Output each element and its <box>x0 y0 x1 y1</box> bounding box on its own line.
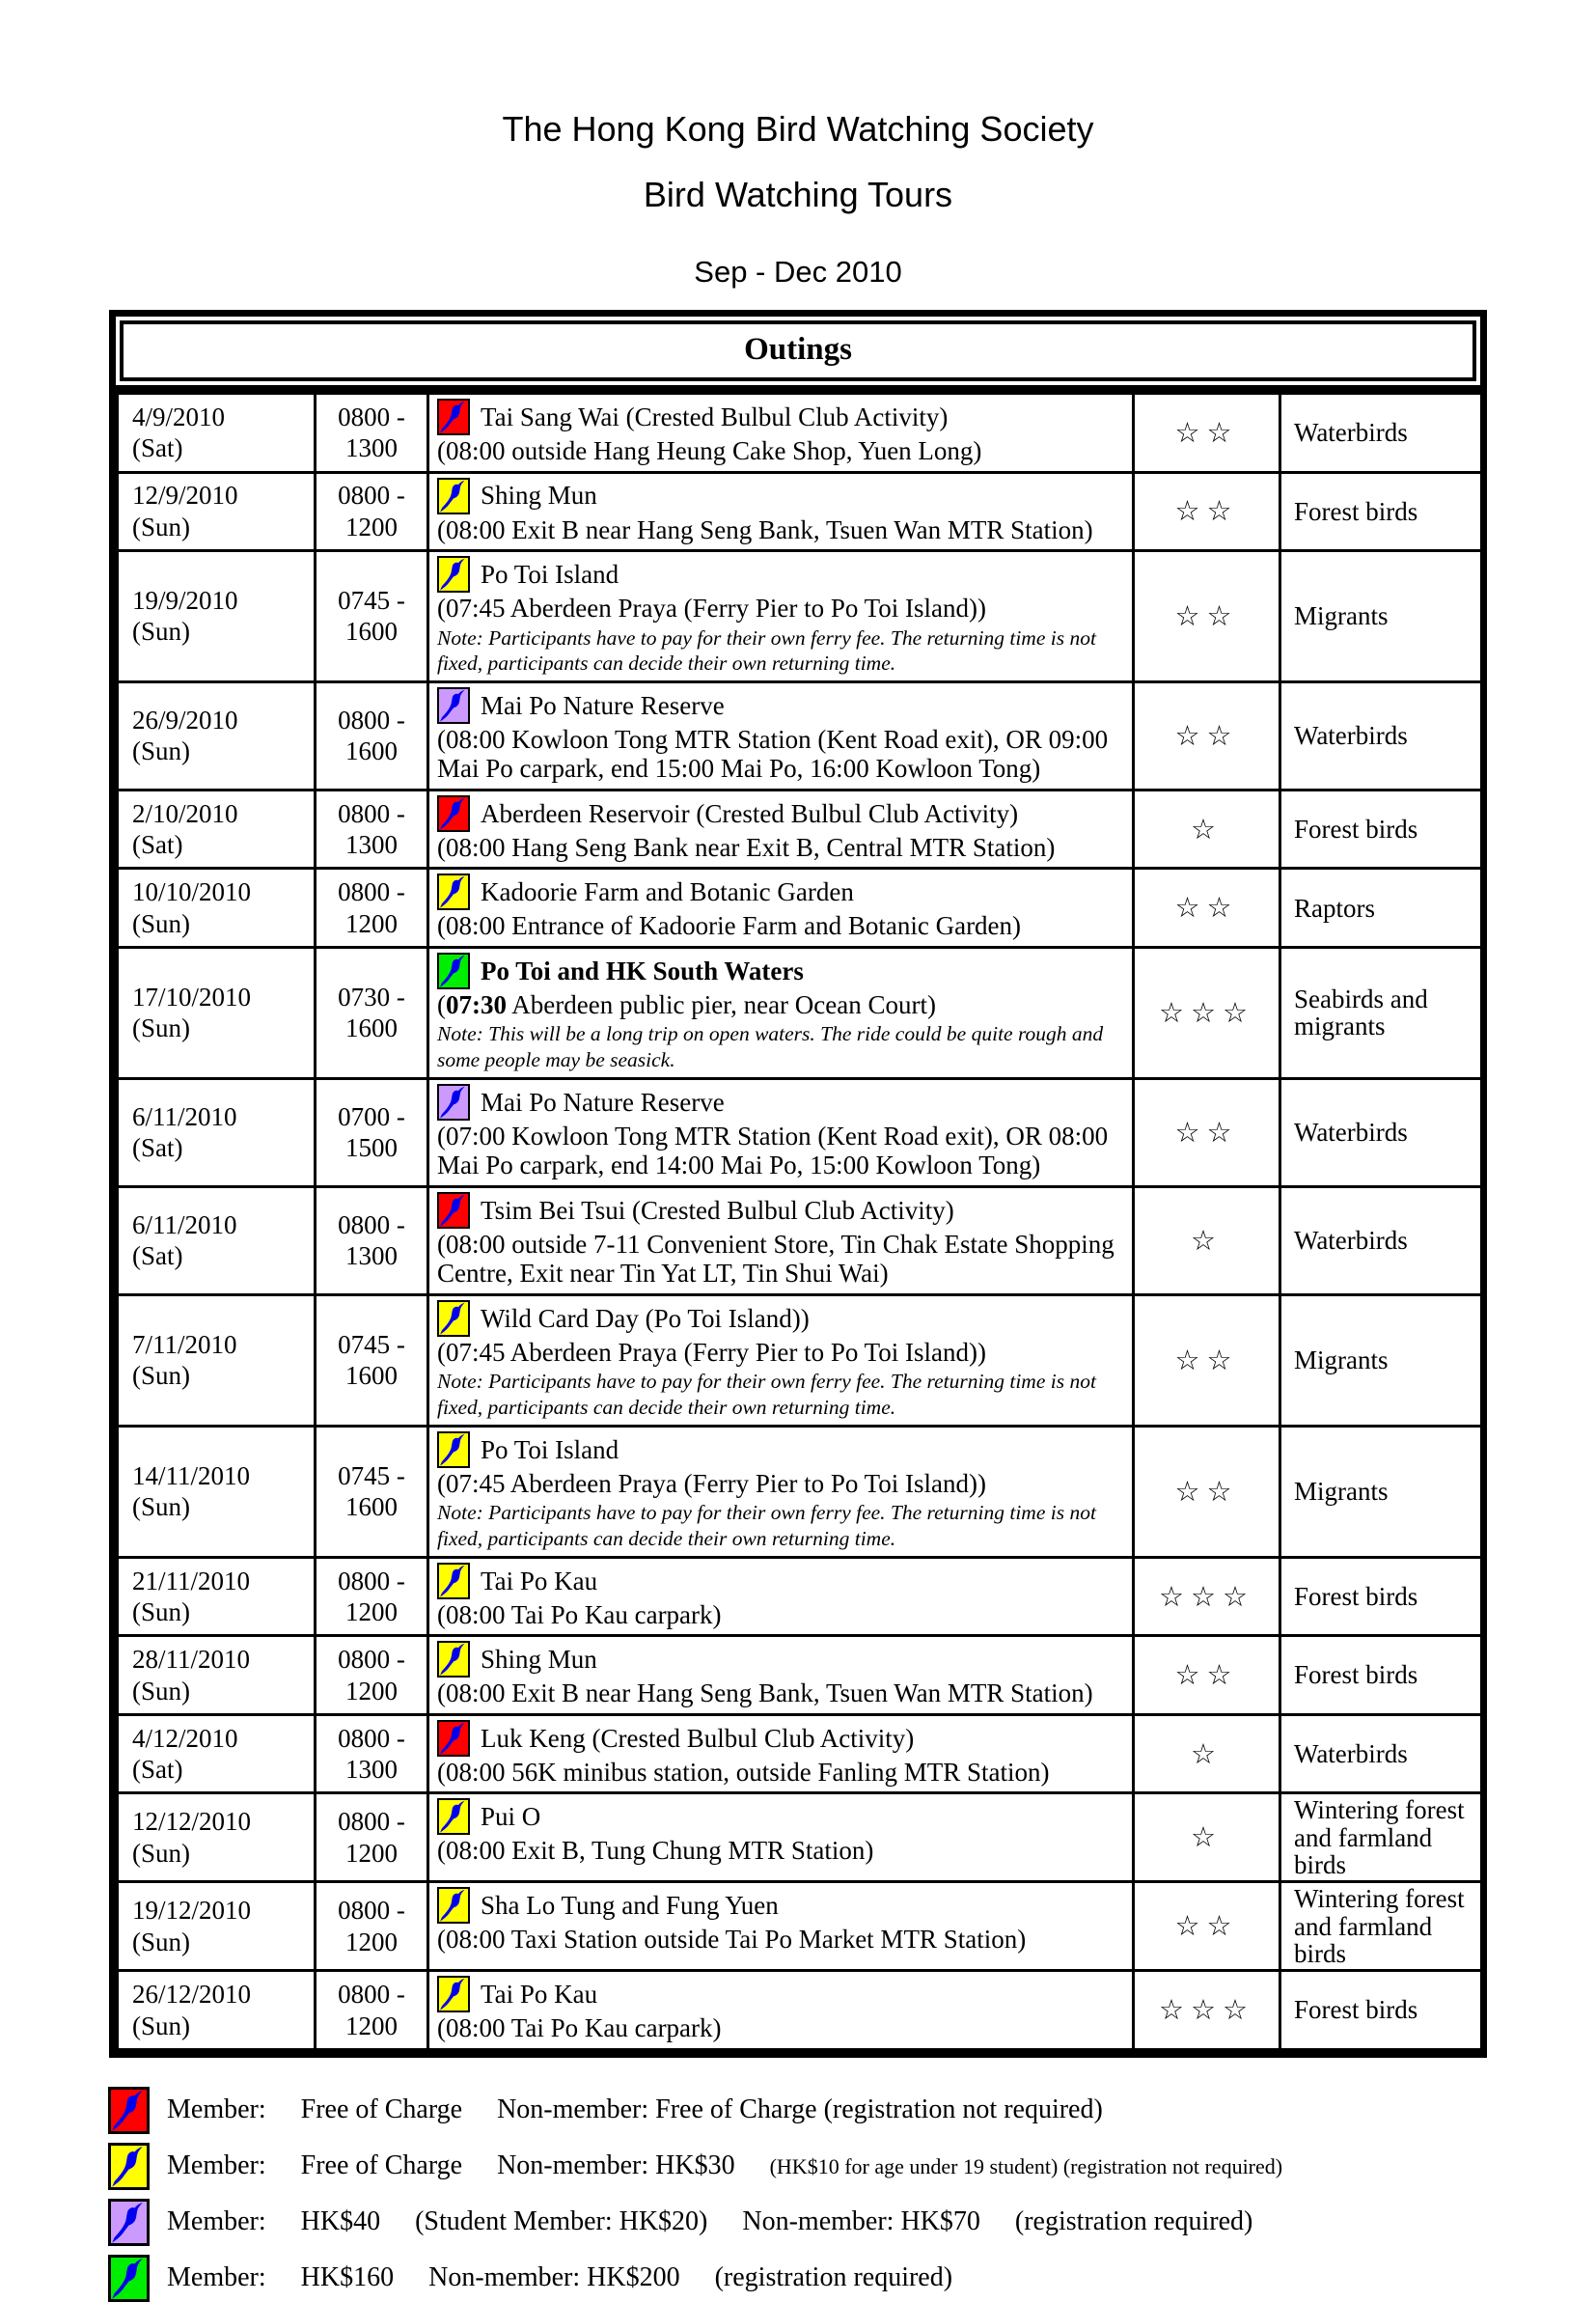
tour-date <box>118 1882 316 1971</box>
tour-description <box>428 1793 1134 1882</box>
target-birds: Waterbirds <box>1280 1186 1482 1294</box>
tour-day-of-week: (Sat) <box>132 1241 183 1271</box>
difficulty-stars: ☆☆ <box>1134 1426 1280 1557</box>
tour-start-time: 0800 - <box>338 706 405 735</box>
tour-time <box>316 1557 428 1636</box>
tour-title: Luk Keng (Crested Bulbul Club Activity) <box>481 1723 915 1753</box>
table-row <box>118 1426 1482 1557</box>
tour-end-time: 1600 <box>345 1013 398 1043</box>
tour-date <box>118 869 316 948</box>
tour-description <box>428 1557 1134 1636</box>
difficulty-stars: ☆☆ <box>1134 681 1280 790</box>
tour-end-time: 1200 <box>345 2011 398 2040</box>
target-birds: Seabirds and migrants <box>1280 947 1482 1078</box>
fee-category-bird-icon <box>437 874 470 910</box>
tour-title: Tai Sang Wai (Crested Bulbul Club Activity) <box>481 402 949 431</box>
tour-day-of-week: (Sun) <box>132 1361 190 1391</box>
difficulty-stars: ☆☆ <box>1134 869 1280 948</box>
tour-description <box>428 1186 1134 1294</box>
tour-date <box>118 1557 316 1636</box>
tour-description <box>428 1426 1134 1557</box>
tour-location: (08:00 Exit B near Hang Seng Bank, Tsuen Wan MTR Station) <box>437 514 1093 544</box>
target-birds: Waterbirds <box>1280 1078 1482 1186</box>
tour-date-value: 6/11/2010 <box>132 1209 237 1239</box>
tour-description <box>428 790 1134 869</box>
table-row <box>118 1294 1482 1426</box>
tour-date-value: 4/12/2010 <box>132 1723 238 1753</box>
tour-date-value: 21/11/2010 <box>132 1566 251 1595</box>
tour-time <box>316 1793 428 1882</box>
tour-location: (08:00 Kowloon Tong MTR Station (Kent Road exit), OR 09:00 Mai Po carpark, end 15:00 Mai Po, 16:00 Kowloon Tong) <box>437 724 1109 784</box>
tour-note: Note: This will be a long trip on open waters. The ride could be quite rough and some people may be seasick. <box>437 1022 1104 1071</box>
tour-date-value: 26/12/2010 <box>132 1980 252 2010</box>
difficulty-stars: ☆ <box>1134 1793 1280 1882</box>
outings-header <box>116 317 1480 392</box>
tour-start-time: 0800 - <box>338 1566 405 1595</box>
fee-category-bird-icon <box>437 1887 470 1924</box>
tour-start-time: 0800 - <box>338 1807 405 1837</box>
fee-category-bird-icon <box>437 1720 470 1757</box>
tour-title: Wild Card Day (Po Toi Island)) <box>481 1303 810 1333</box>
tour-time <box>316 1636 428 1715</box>
tour-end-time: 1200 <box>345 908 398 938</box>
tour-location: (07:45 Aberdeen Praya (Ferry Pier to Po Toi Island)) <box>437 1337 986 1367</box>
tour-description <box>428 1714 1134 1793</box>
tour-title: Po Toi and HK South Waters <box>481 956 804 985</box>
tour-location: (07:00 Kowloon Tong MTR Station (Kent Road exit), OR 08:00 Mai Po carpark, end 14:00 Mai Po, 15:00 Kowloon Tong) <box>437 1121 1109 1180</box>
difficulty-stars: ☆☆☆ <box>1134 947 1280 1078</box>
legend-row <box>108 2143 1596 2190</box>
fee-category-bird-icon <box>437 953 470 989</box>
tour-end-time: 1200 <box>345 1597 398 1626</box>
tour-title: Pui O <box>481 1802 541 1832</box>
tour-description <box>428 472 1134 551</box>
table-row <box>118 947 1482 1078</box>
table-row <box>118 869 1482 948</box>
table-row <box>118 1186 1482 1294</box>
tour-end-time: 1600 <box>345 736 398 766</box>
legend-text: Member: HK$160 Non-member: HK$200 (registration required) <box>167 2262 953 2293</box>
tour-location: (08:00 Tai Po Kau carpark) <box>437 1599 722 1629</box>
tour-date <box>118 681 316 790</box>
target-birds: Waterbirds <box>1280 1714 1482 1793</box>
tour-date <box>118 1078 316 1186</box>
tour-date-value: 19/12/2010 <box>132 1896 252 1926</box>
fee-category-bird-icon <box>108 2255 150 2302</box>
table-row <box>118 1078 1482 1186</box>
fee-category-bird-icon <box>437 795 470 832</box>
fee-category-bird-icon <box>108 2199 150 2246</box>
table-row <box>118 1557 1482 1636</box>
tour-description <box>428 947 1134 1078</box>
tour-title: Sha Lo Tung and Fung Yuen <box>481 1891 779 1921</box>
tour-start-time: 0800 - <box>338 402 405 431</box>
target-birds: Waterbirds <box>1280 394 1482 473</box>
tour-time <box>316 1186 428 1294</box>
tour-day-of-week: (Sun) <box>132 1597 190 1626</box>
tour-day-of-week: (Sun) <box>132 512 190 541</box>
tour-date <box>118 394 316 473</box>
tour-end-time: 1300 <box>345 1755 398 1784</box>
tour-date-value: 12/12/2010 <box>132 1807 252 1837</box>
table-row <box>118 1793 1482 1882</box>
tour-description <box>428 1971 1134 2050</box>
tour-title: Po Toi Island <box>481 559 619 589</box>
tour-end-time: 1600 <box>345 1361 398 1391</box>
tour-date <box>118 1426 316 1557</box>
tour-start-time: 0800 - <box>338 1209 405 1239</box>
target-birds: Wintering forest and farmland birds <box>1280 1882 1482 1971</box>
tour-day-of-week: (Sun) <box>132 1013 190 1043</box>
difficulty-stars: ☆ <box>1134 790 1280 869</box>
tour-day-of-week: (Sun) <box>132 1492 190 1522</box>
date-range: Sep - Dec 2010 <box>694 255 902 289</box>
difficulty-stars: ☆☆ <box>1134 472 1280 551</box>
tour-start-time: 0800 - <box>338 798 405 828</box>
legend-row <box>108 2087 1596 2134</box>
table-row <box>118 394 1482 473</box>
tour-date-value: 7/11/2010 <box>132 1329 237 1359</box>
target-birds: Forest birds <box>1280 1636 1482 1715</box>
page-header <box>0 0 1596 287</box>
difficulty-stars: ☆☆☆ <box>1134 1557 1280 1636</box>
tour-time <box>316 1294 428 1426</box>
tour-start-time: 0800 - <box>338 1645 405 1675</box>
tour-location: (08:00 Tai Po Kau carpark) <box>437 2013 722 2043</box>
difficulty-stars: ☆☆ <box>1134 1294 1280 1426</box>
tour-title: Tai Po Kau <box>481 1566 598 1595</box>
tour-date-value: 28/11/2010 <box>132 1645 251 1675</box>
tour-end-time: 1300 <box>345 433 398 463</box>
tour-start-time: 0700 - <box>338 1101 405 1131</box>
tour-title: Shing Mun <box>481 1645 597 1675</box>
tour-date <box>118 790 316 869</box>
table-row <box>118 1971 1482 2050</box>
tour-start-time: 0745 - <box>338 1329 405 1359</box>
tour-start-time: 0800 - <box>338 1896 405 1926</box>
tour-date-value: 12/9/2010 <box>132 481 238 511</box>
legend-text: Member: Free of Charge Non-member: Free of Charge (registration not required) <box>167 2094 1103 2125</box>
tour-start-time: 0745 - <box>338 1460 405 1490</box>
tour-time <box>316 1714 428 1793</box>
table-row <box>118 472 1482 551</box>
tour-date <box>118 1294 316 1426</box>
tour-date <box>118 1971 316 2050</box>
legend-text: Member: Free of Charge Non-member: HK$30 (HK$10 for age under 19 student) (registration not required) <box>167 2150 1283 2181</box>
tour-day-of-week: (Sun) <box>132 908 190 938</box>
tour-location: (07:45 Aberdeen Praya (Ferry Pier to Po Toi Island)) <box>437 594 986 623</box>
tour-title: Tsim Bei Tsui (Crested Bulbul Club Activity) <box>481 1195 954 1225</box>
tour-time <box>316 947 428 1078</box>
outings-title: Outings <box>120 320 1476 381</box>
difficulty-stars: ☆☆ <box>1134 551 1280 682</box>
tour-title: Tai Po Kau <box>481 1980 598 2010</box>
tour-title: Kadoorie Farm and Botanic Garden <box>481 877 854 907</box>
tour-date-value: 19/9/2010 <box>132 586 238 616</box>
tour-time <box>316 869 428 948</box>
tour-location: (08:00 Exit B, Tung Chung MTR Station) <box>437 1836 874 1866</box>
tour-description <box>428 1882 1134 1971</box>
difficulty-stars: ☆☆ <box>1134 1882 1280 1971</box>
tour-end-time: 1200 <box>345 512 398 541</box>
tour-date <box>118 472 316 551</box>
fee-category-bird-icon <box>437 1563 470 1599</box>
table-row <box>118 1636 1482 1715</box>
tour-time <box>316 790 428 869</box>
tour-location: (08:00 Taxi Station outside Tai Po Market MTR Station) <box>437 1925 1027 1955</box>
tour-date <box>118 1636 316 1715</box>
tour-day-of-week: (Sun) <box>132 2011 190 2040</box>
fee-category-bird-icon <box>108 2143 150 2190</box>
tour-day-of-week: (Sun) <box>132 617 190 647</box>
tour-day-of-week: (Sun) <box>132 1838 190 1868</box>
table-row <box>118 790 1482 869</box>
tour-date <box>118 947 316 1078</box>
tour-start-time: 0800 - <box>338 481 405 511</box>
tour-end-time: 1500 <box>345 1133 398 1163</box>
fee-category-bird-icon <box>437 687 470 724</box>
target-birds: Waterbirds <box>1280 681 1482 790</box>
tour-end-time: 1600 <box>345 617 398 647</box>
tour-note: Note: Participants have to pay for their own ferry fee. The returning time is not fixed, participants can decide their own returning time. <box>437 1501 1096 1550</box>
tour-time <box>316 1882 428 1971</box>
table-row <box>118 1714 1482 1793</box>
difficulty-stars: ☆☆ <box>1134 1078 1280 1186</box>
target-birds: Migrants <box>1280 1294 1482 1426</box>
tour-end-time: 1300 <box>345 1241 398 1271</box>
tour-date <box>118 1186 316 1294</box>
target-birds: Migrants <box>1280 551 1482 682</box>
tour-day-of-week: (Sun) <box>132 1927 190 1956</box>
difficulty-stars: ☆ <box>1134 1186 1280 1294</box>
legend-row <box>108 2255 1596 2302</box>
society-title: The Hong Kong Bird Watching Society <box>502 109 1094 149</box>
fee-legend <box>108 2087 1596 2302</box>
tour-description <box>428 394 1134 473</box>
target-birds: Forest birds <box>1280 472 1482 551</box>
fee-category-bird-icon <box>437 1084 470 1121</box>
tour-end-time: 1200 <box>345 1838 398 1868</box>
tour-time <box>316 394 428 473</box>
target-birds: Raptors <box>1280 869 1482 948</box>
document-title: Bird Watching Tours <box>643 175 953 214</box>
tour-day-of-week: (Sun) <box>132 1676 190 1706</box>
tour-title: Po Toi Island <box>481 1434 619 1464</box>
tour-title: Mai Po Nature Reserve <box>481 690 725 720</box>
tour-time <box>316 681 428 790</box>
tour-location: (08:00 Exit B near Hang Seng Bank, Tsuen Wan MTR Station) <box>437 1678 1093 1708</box>
tour-time <box>316 1971 428 2050</box>
tour-date-value: 17/10/2010 <box>132 983 252 1012</box>
fee-category-bird-icon <box>437 1431 470 1468</box>
tour-date-value: 10/10/2010 <box>132 877 252 907</box>
tour-start-time: 0745 - <box>338 586 405 616</box>
target-birds: Forest birds <box>1280 1557 1482 1636</box>
tour-start-time: 0730 - <box>338 983 405 1012</box>
tour-location: (08:00 56K minibus station, outside Fanling MTR Station) <box>437 1757 1050 1787</box>
target-birds: Migrants <box>1280 1426 1482 1557</box>
legend-text: Member: HK$40 (Student Member: HK$20) Non-member: HK$70 (registration required) <box>167 2206 1253 2237</box>
target-birds: Wintering forest and farmland birds <box>1280 1793 1482 1882</box>
tour-note: Note: Participants have to pay for their own ferry fee. The returning time is not fixed, participants can decide their own returning time. <box>437 1370 1096 1419</box>
table-row <box>118 1882 1482 1971</box>
tour-end-time: 1200 <box>345 1676 398 1706</box>
tour-location: (08:00 outside Hang Heung Cake Shop, Yuen Long) <box>437 436 982 465</box>
tour-description <box>428 1636 1134 1715</box>
tour-day-of-week: (Sat) <box>132 830 183 860</box>
outings-table <box>109 310 1487 2058</box>
tour-description <box>428 1294 1134 1426</box>
tour-start-time: 0800 - <box>338 1723 405 1753</box>
tour-date-value: 26/9/2010 <box>132 706 238 735</box>
target-birds: Forest birds <box>1280 790 1482 869</box>
tour-day-of-week: (Sat) <box>132 1133 183 1163</box>
difficulty-stars: ☆☆ <box>1134 1636 1280 1715</box>
fee-category-bird-icon <box>437 399 470 435</box>
tour-title: Shing Mun <box>481 481 597 511</box>
tour-day-of-week: (Sat) <box>132 433 183 463</box>
tour-location: (07:30 Aberdeen public pier, near Ocean Court) <box>437 989 936 1019</box>
tour-date <box>118 551 316 682</box>
fee-category-bird-icon <box>437 1641 470 1678</box>
tour-date-value: 14/11/2010 <box>132 1460 251 1490</box>
tour-start-time: 0800 - <box>338 877 405 907</box>
tour-day-of-week: (Sat) <box>132 1755 183 1784</box>
tour-title: Aberdeen Reservoir (Crested Bulbul Club Activity) <box>481 798 1019 828</box>
tour-title: Mai Po Nature Reserve <box>481 1087 725 1117</box>
tour-location: (07:45 Aberdeen Praya (Ferry Pier to Po Toi Island)) <box>437 1468 986 1498</box>
tour-day-of-week: (Sun) <box>132 736 190 766</box>
tour-time <box>316 1078 428 1186</box>
tour-date-value: 4/9/2010 <box>132 402 226 431</box>
tour-location: (08:00 outside 7-11 Convenient Store, Tin Chak Estate Shopping Centre, Exit near Tin Yat LT, Tin Shui Wai) <box>437 1229 1114 1289</box>
difficulty-stars: ☆ <box>1134 1714 1280 1793</box>
target-birds: Forest birds <box>1280 1971 1482 2050</box>
tour-date <box>118 1714 316 1793</box>
table-row <box>118 681 1482 790</box>
fee-category-bird-icon <box>437 1798 470 1835</box>
tour-time <box>316 1426 428 1557</box>
difficulty-stars: ☆☆ <box>1134 394 1280 473</box>
tour-time <box>316 551 428 682</box>
tour-start-time: 0800 - <box>338 1980 405 2010</box>
tour-end-time: 1300 <box>345 830 398 860</box>
fee-category-bird-icon <box>437 556 470 593</box>
tour-date-value: 6/11/2010 <box>132 1101 237 1131</box>
fee-category-bird-icon <box>437 1976 470 2012</box>
tour-date <box>118 1793 316 1882</box>
tour-note: Note: Participants have to pay for their own ferry fee. The returning time is not fixed, participants can decide their own returning time. <box>437 625 1096 675</box>
tour-date-value: 2/10/2010 <box>132 798 238 828</box>
tour-time <box>316 472 428 551</box>
difficulty-stars: ☆☆☆ <box>1134 1971 1280 2050</box>
tour-location: (08:00 Hang Seng Bank near Exit B, Central MTR Station) <box>437 832 1056 862</box>
tour-end-time: 1200 <box>345 1927 398 1956</box>
fee-category-bird-icon <box>108 2087 150 2134</box>
tour-location: (08:00 Entrance of Kadoorie Farm and Botanic Garden) <box>437 911 1022 941</box>
tour-description <box>428 1078 1134 1186</box>
legend-row <box>108 2199 1596 2246</box>
tour-end-time: 1600 <box>345 1492 398 1522</box>
fee-category-bird-icon <box>437 478 470 514</box>
tour-description <box>428 681 1134 790</box>
tour-description <box>428 869 1134 948</box>
fee-category-bird-icon <box>437 1192 470 1229</box>
tour-description <box>428 551 1134 682</box>
table-row <box>118 551 1482 682</box>
fee-category-bird-icon <box>437 1300 470 1337</box>
